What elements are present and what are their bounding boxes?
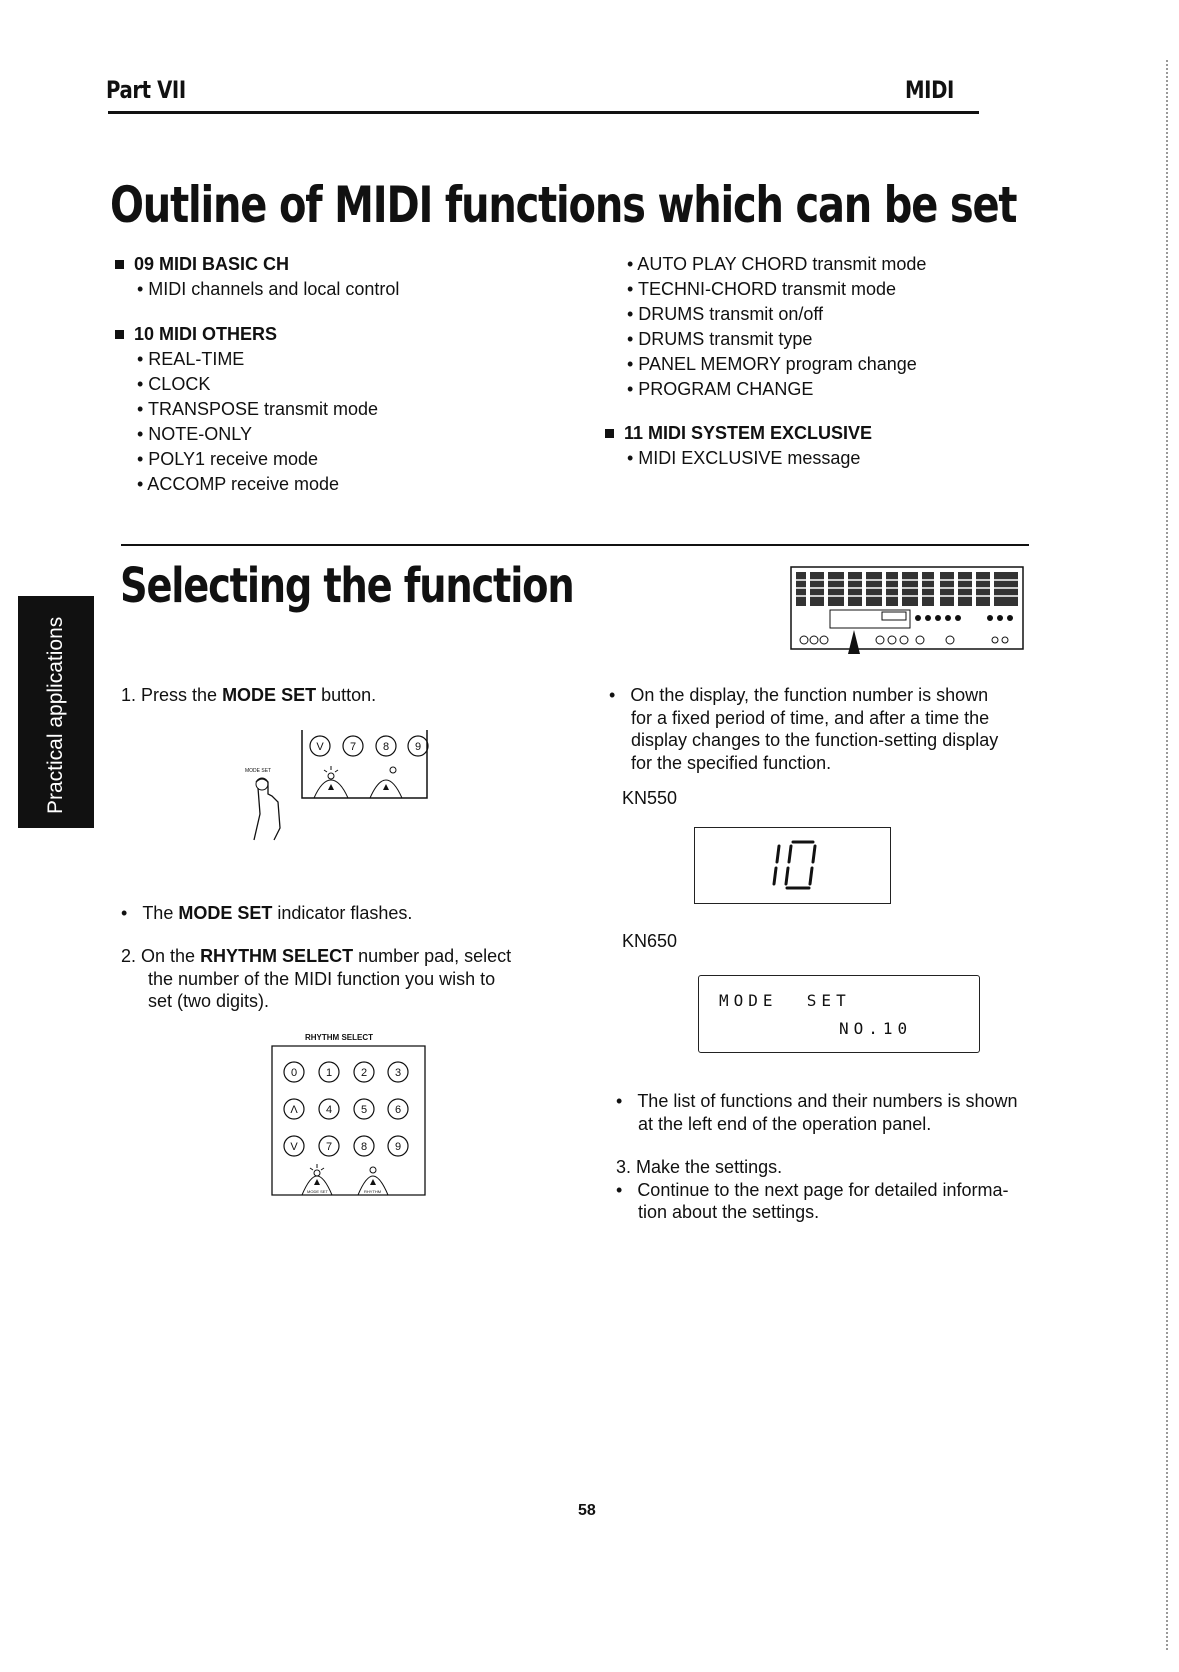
key-label: 9 xyxy=(414,741,422,753)
key-label: 7 xyxy=(349,741,357,753)
header-rule xyxy=(108,111,979,114)
page-number: 58 xyxy=(578,1502,596,1519)
selecting-title: Selecting the function xyxy=(120,558,574,614)
key-label: 2 xyxy=(360,1067,368,1079)
list-item: • PROGRAM CHANGE xyxy=(627,379,814,399)
bullet-square-icon xyxy=(605,429,614,438)
topic-label: MIDI xyxy=(905,76,954,104)
key-label: 1 xyxy=(325,1067,333,1079)
part-label: Part VII xyxy=(106,76,186,104)
key-label: 9 xyxy=(394,1141,402,1153)
list-item: • DRUMS transmit on/off xyxy=(627,304,824,324)
section-rule xyxy=(121,544,1029,546)
key-label: 7 xyxy=(325,1141,333,1153)
section-heading: 11 MIDI SYSTEM EXCLUSIVE xyxy=(605,421,1025,446)
step-2: 2. On the RHYTHM SELECT number pad, select the number of the MIDI function you wish to set (two digits). xyxy=(121,946,512,1011)
bullet-square-icon xyxy=(115,260,124,269)
mode-set-small-label: MODE SET xyxy=(307,1189,328,1194)
key-label: V xyxy=(316,741,324,753)
display-note: • On the display, the function number is shown for a fixed period of time, and after a time the display changes to the function-setting display for the specified function. xyxy=(609,685,999,773)
kn550-display xyxy=(694,827,891,904)
section-heading: 10 MIDI OTHERS xyxy=(115,322,555,347)
rhythm-select-keypad xyxy=(270,1030,440,1202)
bullet-mode-set: • The MODE SET indicator flashes. xyxy=(121,903,413,923)
key-label: V xyxy=(290,1141,298,1153)
list-item: • NOTE-ONLY xyxy=(137,424,252,444)
key-label: 3 xyxy=(394,1067,402,1079)
side-tab-label: Practical applications xyxy=(44,616,67,814)
key-label: 6 xyxy=(394,1104,402,1116)
key-label: 4 xyxy=(325,1104,333,1116)
mode-set-diagram xyxy=(240,728,460,850)
keypad-title: RHYTHM SELECT xyxy=(305,1033,373,1042)
kn650-display xyxy=(698,975,980,1053)
bullet-square-icon xyxy=(115,330,124,339)
list-item: • PANEL MEMORY program change xyxy=(627,354,917,374)
seven-segment-digits xyxy=(767,838,827,894)
outline-right-column xyxy=(627,252,1047,402)
key-label: 8 xyxy=(382,741,390,753)
key-label: Λ xyxy=(290,1104,298,1116)
key-label: 5 xyxy=(360,1104,368,1116)
side-tab xyxy=(18,596,94,828)
list-item: • DRUMS transmit type xyxy=(627,329,813,349)
list-item: • TECHNI-CHORD transmit mode xyxy=(627,279,897,299)
step-3: 3. Make the settings. • Continue to the next page for detailed informa- tion about the settings. xyxy=(616,1157,1009,1222)
outline-left-column xyxy=(115,252,555,497)
panel-thumbnail xyxy=(790,566,1026,658)
kn650-label: KN650 xyxy=(622,931,678,951)
scan-edge xyxy=(1166,60,1168,1650)
list-item: • MIDI EXCLUSIVE message xyxy=(627,448,861,468)
key-label: 8 xyxy=(360,1141,368,1153)
section-heading: 09 MIDI BASIC CH xyxy=(115,252,555,277)
kn650-line-2: NO.10 xyxy=(839,1019,913,1038)
list-item: • CLOCK xyxy=(137,374,211,394)
list-item: • TRANSPOSE transmit mode xyxy=(137,399,379,419)
list-item: • MIDI channels and local control xyxy=(137,279,400,299)
list-item: • AUTO PLAY CHORD transmit mode xyxy=(627,254,927,274)
list-item: • REAL-TIME xyxy=(137,349,245,369)
key-label: 0 xyxy=(290,1067,298,1079)
outline-title: Outline of MIDI functions which can be set xyxy=(110,176,1017,234)
list-item: • ACCOMP receive mode xyxy=(137,474,340,494)
kn550-display-value xyxy=(695,828,696,829)
outline-right-section xyxy=(605,421,1025,471)
step-1: 1. Press the MODE SET button. xyxy=(121,685,377,705)
mode-set-small-label: MODE SET xyxy=(245,768,272,774)
kn650-line-1: MODE SET xyxy=(719,991,851,1010)
rhythm-small-label: RHYTHM xyxy=(364,1189,382,1194)
kn550-label: KN550 xyxy=(622,788,678,808)
list-item: • POLY1 receive mode xyxy=(137,449,319,469)
list-note: • The list of functions and their numbers is shown at the left end of the operation panel. xyxy=(616,1091,1018,1134)
